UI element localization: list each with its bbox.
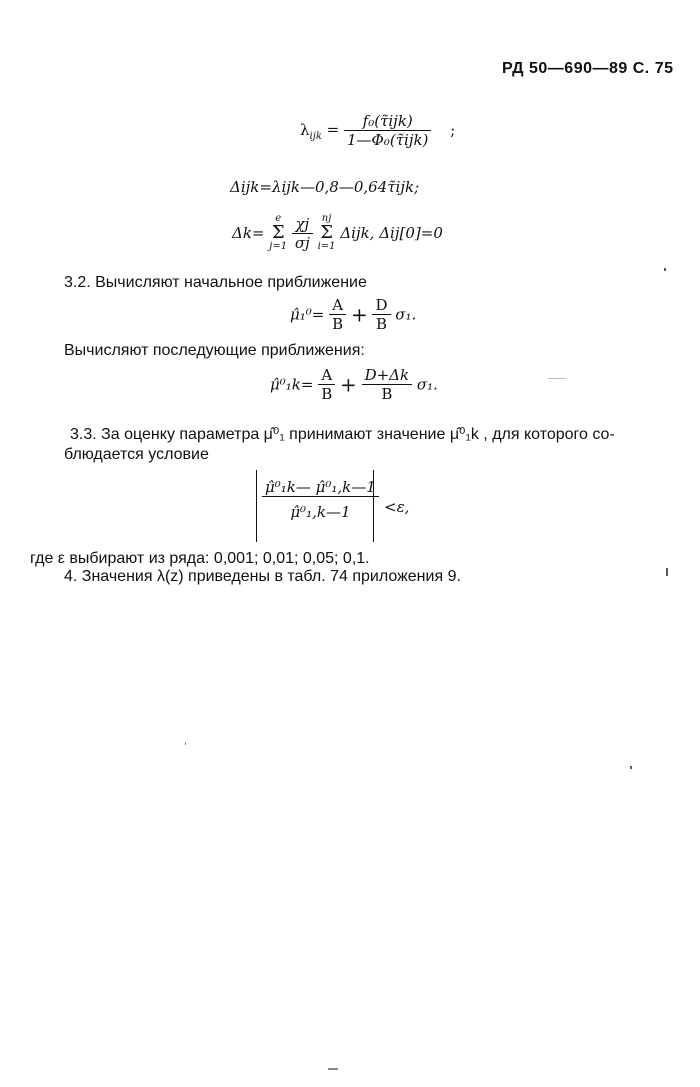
lambda-semicolon: ;	[450, 120, 456, 139]
lambda-eq: =	[326, 120, 340, 139]
section-3-2-subsequent: Вычисляют последующие приближения:	[64, 342, 365, 359]
scan-speck	[630, 766, 632, 769]
section-4-line: 4. Значения λ(z) приведены в табл. 74 приложения 9.	[64, 568, 461, 585]
convergence-numerator: μ̂⁰₁k— μ̂⁰₁,k—1	[265, 478, 376, 496]
formula-mu1-initial: μ̂₁⁰= $\frac{A}{B}$ + $\frac{D}{B}$ σ₁.	[290, 296, 417, 333]
convergence-tail: <ε,	[384, 498, 410, 516]
delta-k-lhs: Δk=	[232, 224, 265, 242]
sum-j: e Σ j=1	[269, 213, 288, 252]
page-header: РД 50—690—89 С. 75	[502, 60, 674, 77]
epsilon-values-line: где ε выбирают из ряда: 0,001; 0,01; 0,05; 0,1.	[30, 550, 370, 567]
lambda-lhs: $\lambda_{ijk}$	[300, 120, 322, 142]
chi-sigma-fraction: $\frac{\chi j}{\sigma j}$	[292, 215, 313, 252]
scan-speck	[666, 568, 668, 576]
lambda-denominator: 1—Φ₀(τ̃ijk)	[344, 130, 431, 149]
scan-speck	[185, 742, 186, 745]
formula-lambda	[300, 112, 455, 149]
section-3-3-line1: 3.3. За оценку параметра μ̂⁰₁ принимают значение μ̂⁰₁k , для которого со-	[70, 426, 615, 443]
scan-speck	[664, 268, 666, 271]
lambda-fraction	[344, 112, 431, 149]
section-3-2-title: 3.2. Вычисляют начальное приближение	[64, 274, 367, 291]
formula-delta-k	[232, 214, 443, 252]
delta-k-tail: Δijk, Δij[0]=0	[340, 224, 443, 242]
scan-speck	[548, 378, 566, 379]
formula-convergence	[262, 478, 379, 521]
lambda-numerator: f₀(τ̃ijk)	[362, 112, 413, 130]
sum-i: nj Σ i=1	[317, 213, 336, 252]
formula-mu1k: μ̂⁰₁k= $\frac{A}{B}$ + $\frac{D+\Delta k}{B}$ σ₁.	[270, 366, 438, 403]
convergence-denominator: μ̂⁰₁,k—1	[262, 496, 379, 521]
section-3-3-line2: блюдается условие	[64, 446, 209, 463]
scan-speck	[328, 1068, 338, 1070]
formula-delta-ijk: Δijk=λijk—0,8—0,64τ̃ijk;	[230, 178, 420, 196]
